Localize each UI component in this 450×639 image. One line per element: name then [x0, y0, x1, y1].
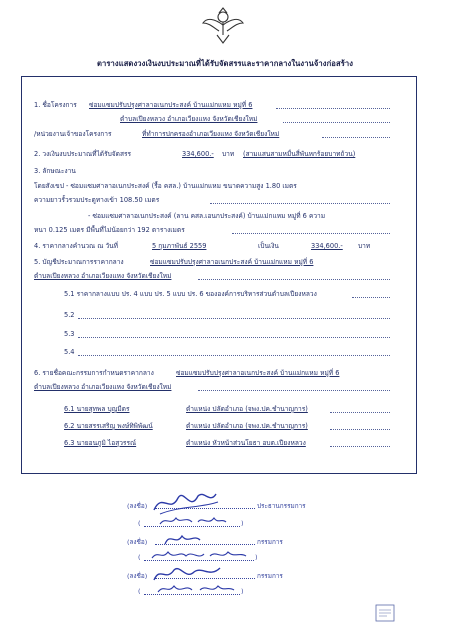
work-type-label: 3. ลักษณะงาน [34, 167, 76, 175]
dotted-line [232, 233, 390, 234]
signature-3-name-line: ( [138, 587, 141, 595]
dotted-line [78, 355, 390, 356]
budget-label: 2. วงเงินงบประมาณที่ได้รับจัดสรร [34, 150, 132, 158]
signature-3-printed-name-handwriting [156, 582, 236, 596]
dotted-line [198, 390, 390, 391]
agency-label: /หน่วยงานเจ้าของโครงการ [34, 130, 112, 138]
committee-label: 6. รายชื่อคณะกรรมการกำหนดราคากลาง [34, 369, 154, 377]
work-description-c: - ซ่อมแซมศาลาอเนกประสงค์ (ลาน คสล.เอนกประสงค์) บ้านแม่กแหม หมู่ที่ 6 ความ [88, 212, 326, 220]
dotted-line [78, 337, 390, 338]
dotted-line [352, 297, 390, 298]
committee-member-3-name: 6.3 นายอนภูมิ ไอสุวรรณ์ [64, 439, 137, 447]
signature-1-name-line: ( [138, 519, 141, 527]
dotted-line [330, 446, 390, 447]
dotted-line [322, 137, 390, 138]
committee-member-2-position: ตำแหน่ง ปลัดอำเภอ (จพง.ปค.ชำนาญการ) [186, 422, 308, 430]
estimate-item-5-3: 5.3 [64, 330, 75, 338]
dotted-line [198, 279, 390, 280]
estimate-label: 5. บัญชีประมาณการราคากลาง [34, 258, 124, 266]
project-location: ตำบลเปียงหลวง อำเภอเวียงแหง จังหวัดเชียงใหม่ [120, 115, 258, 123]
signature-2-printed-name-handwriting [150, 548, 250, 562]
signature-1-prefix: (ลงชื่อ) [127, 502, 148, 510]
budget-unit: บาท [222, 150, 235, 158]
project-name-value: ซ่อมแซมปรับปรุงศาลาอเนกประสงค์ บ้านแม่กแหม หมู่ที่ 6 [89, 101, 253, 109]
committee-location: ตำบลเปียงหลวง อำเภอเวียงแหง จังหวัดเชียงใหม่ [34, 383, 172, 391]
signature-2-role: กรรมการ [257, 538, 283, 546]
signature-1-role: ประธานกรรมการ [257, 502, 306, 510]
dotted-line [78, 318, 390, 319]
committee-member-1-name: 6.1 นายสุทพล บุญมีตร [64, 405, 130, 413]
estimate-value: ซ่อมแซมปรับปรุงศาลาอเนกประสงค์ บ้านแม่กแหม หมู่ที่ 6 [150, 258, 314, 266]
signature-3-prefix: (ลงชื่อ) [127, 572, 148, 580]
garuda-emblem-icon [201, 5, 245, 47]
work-description-a: โดยสังเขป - ซ่อมแซมศาลาอเนกประสงค์ (รื้อ คสล.) บ้านแม่กแหม ขนาดความสูง 1.80 เมตร [34, 182, 297, 190]
signature-1-printed-name-handwriting [158, 514, 228, 528]
signature-2-prefix: (ลงชื่อ) [127, 538, 148, 546]
estimate-item-5-4: 5.4 [64, 348, 75, 356]
reference-price-date-label: 4. ราคากลางคำนวณ ณ วันที่ [34, 242, 119, 250]
page-title: ตารางแสดงวงเงินงบประมาณที่ได้รับจัดสรรและราคากลางในงานจ้างก่อสร้าง [96, 59, 354, 68]
signature-2-name-line: ( [138, 553, 141, 561]
stamp-icon [375, 604, 395, 622]
committee-member-2-name: 6.2 นายสรรเสริญ พงษ์ทิพิพัฒน์ [64, 422, 153, 430]
dotted-line [276, 108, 390, 109]
agency-value: ที่ทำการปกครองอำเภอเวียงแหง จังหวัดเชียงใหม่ [142, 130, 280, 138]
committee-project: ซ่อมแซมปรับปรุงศาลาอเนกประสงค์ บ้านแม่กแหม หมู่ที่ 6 [176, 369, 340, 377]
budget-words: (สามแสนสามหมื่นสี่พันหกร้อยบาทถ้วน) [243, 150, 356, 158]
work-description-b: ความยาวรั้วรวมประตูทางเข้า 108.50 เมตร [34, 196, 160, 204]
work-description-d: หนา 0.125 เมตร มีพื้นที่ไม่น้อยกว่า 192 ตารางเมตร [34, 226, 185, 234]
amount-label: เป็นเงิน [258, 242, 279, 250]
signature-2-handwriting [162, 530, 202, 548]
dotted-line [210, 203, 390, 204]
reference-price-value: 334,600.- [311, 242, 343, 250]
reference-price-date: 5 กุมภาพันธ์ 2559 [152, 242, 207, 250]
dotted-line [330, 412, 390, 413]
signature-3-handwriting [150, 562, 230, 584]
signature-3-role: กรรมการ [257, 572, 283, 580]
estimate-location: ตำบลเปียงหลวง อำเภอเวียงแหง จังหวัดเชียงใหม่ [34, 272, 172, 280]
committee-member-1-position: ตำแหน่ง ปลัดอำเภอ (จพง.ปค.ชำนาญการ) [186, 405, 308, 413]
reference-price-unit: บาท [358, 242, 371, 250]
budget-value: 334,600.- [182, 150, 214, 158]
estimate-item-5-1: 5.1 ราคากลางแบบ ปร. 4 แบบ ปร. 5 แบบ ปร. 6 ขององค์การบริหารส่วนตำบลเปียงหลวง [64, 290, 317, 298]
project-name-label: 1. ชื่อโครงการ [34, 101, 77, 109]
dotted-line [330, 429, 390, 430]
estimate-item-5-2: 5.2 [64, 311, 75, 319]
dotted-line [283, 122, 390, 123]
committee-member-3-position: ตำแหน่ง หัวหน้าส่วนโยธา อบต.เปียงหลวง [186, 439, 306, 447]
